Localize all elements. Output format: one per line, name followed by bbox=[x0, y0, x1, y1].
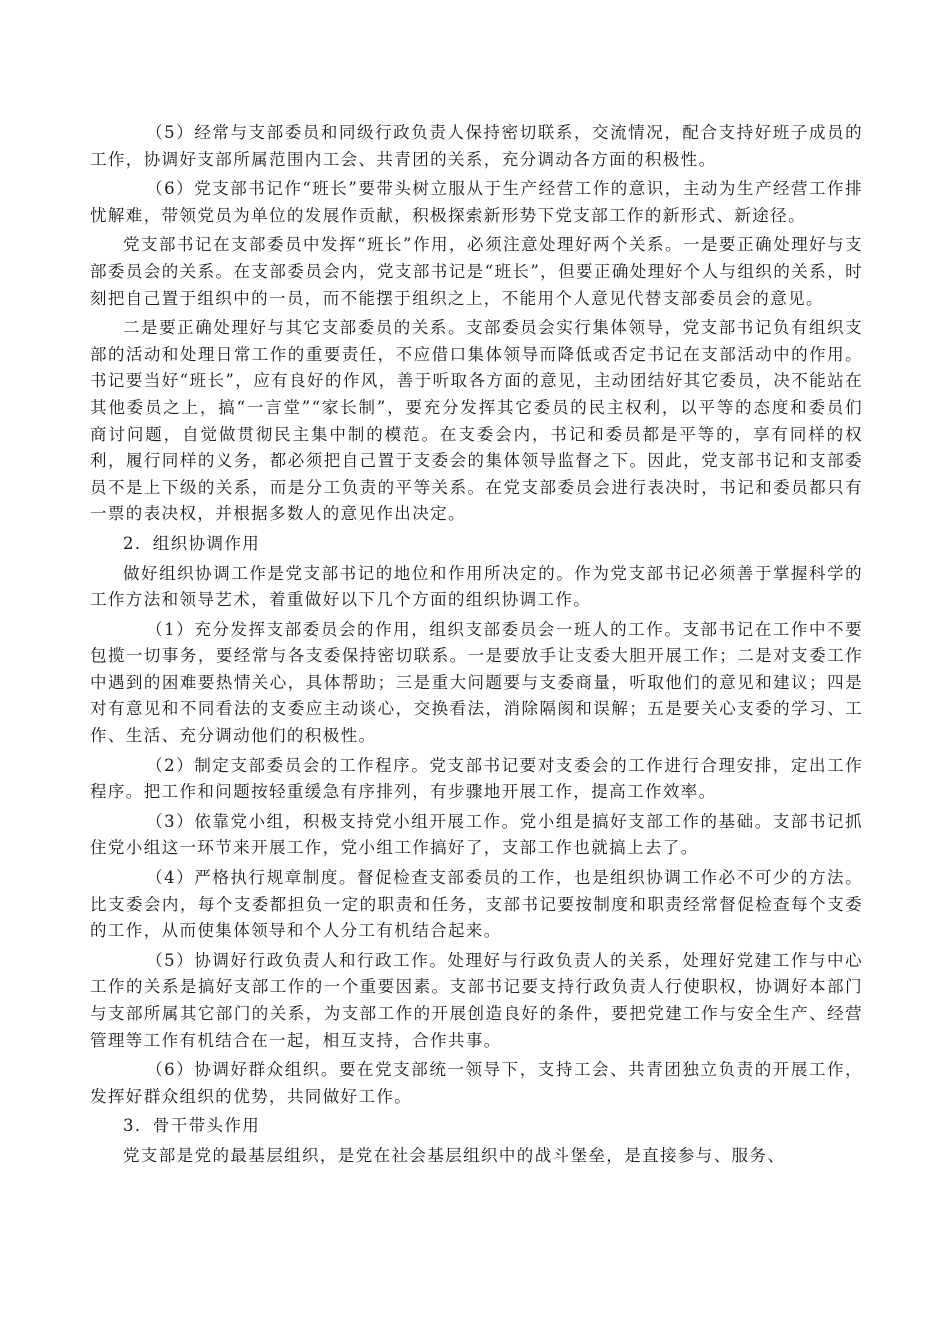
paragraph-other-members: 二是要正确处理好与其它支部委员的关系。支部委员会实行集体领导，党支部书记负有组织支部的活动和处理日常工作的重要责任，不应借口集体领导而降低或否定书记在支部活动中的作用。书记要当好“班长”，应有良好的作风，善于听取各方面的意见，主动团结好其它委员，决不能站在其他委员之上，搞“一言堂”“家长制”，要充分发挥其它委员的民主权利，以平等的态度和委员们商讨问题，自觉做贯彻民主集中制的模范。在支委会内，书记和委员都是平等的，享有同样的权利，履行同样的义务，都必须把自己置于支委会的集体领导监督之下。因此，党支部书记和支部委员不是上下级的关系，而是分工负责的平等关系。在党支部委员会进行表决时，书记和委员都只有一票的表决权，并根据多数人的意见作出决定。 bbox=[90, 318, 863, 524]
section-heading-coordination: 2．组织协调作用 bbox=[123, 533, 261, 553]
section-heading-backbone: 3．骨干带头作用 bbox=[123, 1116, 261, 1136]
paragraph-item-3-party-group: （3）依靠党小组，积极支持党小组开展工作。党小组是搞好支部工作的基础。支部书记抓住党小组这一环节来开展工作，党小组工作搞好了，支部工作也就搞上去了。 bbox=[90, 811, 863, 858]
paragraph-item-1-committee: （1）充分发挥支部委员会的作用，组织支部委员会一班人的工作。支部书记在工作中不要包揽一切事务，要经常与各支委保持密切联系。一是要放手让支委大胆开展工作；二是对支委工作中遇到的困难要热情关心，具体帮助；三是重大问题要与支委商量，听取他们的意见和建议；四是对有意见和不同看法的支委应主动谈心，交换看法，消除隔阂和误解；五是要关心支委的学习、工作、生活、充分调动他们的积极性。 bbox=[90, 619, 863, 746]
paragraph-backbone-intro: 党支部是党的最基层组织，是党在社会基层组织中的战斗堡垒，是直接参与、服务、 bbox=[123, 1145, 786, 1165]
paragraph-item-2-procedure: （2）制定支部委员会的工作程序。党支部书记要对支委会的工作进行合理安排，定出工作程序。把工作和问题按轻重缓急有序排列，有步骤地开展工作，提高工作效率。 bbox=[90, 755, 863, 802]
paragraph-coordination-intro: 做好组织协调工作是党支部书记的地位和作用所决定的。作为党支部书记必须善于掌握科学的工作方法和领导艺术，着重做好以下几个方面的组织协调工作。 bbox=[90, 563, 863, 610]
paragraph-item-5-liaison: （5）经常与支部委员和同级行政负责人保持密切联系，交流情况，配合支持好班子成员的工作，协调好支部所属范围内工会、共青团的关系，充分调动各方面的积极性。 bbox=[90, 123, 863, 169]
paragraph-item-6-squad-leader: （6）党支部书记作“班长”要带头树立服从于生产经营工作的意识，主动为生产经营工作排忧解难，带领党员为单位的发展作贡献，积极探索新形势下党支部工作的新形式、新途径。 bbox=[90, 179, 863, 225]
paragraph-item-6-mass-organizations: （6）协调好群众组织。要在党支部统一领导下，支持工会、共青团独立负责的开展工作，发挥好群众组织的优势，共同做好工作。 bbox=[90, 1060, 863, 1106]
paragraph-item-4-rules: （4）严格执行规章制度。督促检查支部委员的工作，也是组织协调工作必不可少的方法。比支委会内，每个支委都担负一定的职责和任务，支部书记要按制度和职责经常督促检查每个支委的工作，从而使集体领导和个人分工有机结合起来。 bbox=[90, 868, 863, 941]
paragraph-two-relations: 党支部书记在支部委员中发挥“班长”作用，必须注意处理好两个关系。一是要正确处理好与支部委员会的关系。在支部委员会内，党支部书记是“班长”，但要正确处理好个人与组织的关系，时刻把自己置于组织中的一员，而不能摆于组织之上，不能用个人意见代替支部委员会的意见。 bbox=[90, 235, 863, 308]
paragraph-item-5-administration: （5）协调好行政负责人和行政工作。处理好与行政负责人的关系，处理好党建工作与中心工作的关系是搞好支部工作的一个重要因素。支部书记要支持行政负责人行使职权，协调好本部门与支部所属其它部门的关系，为支部工作的开展创造良好的条件，要把党建工作与安全生产、经营管理等工作有机结合在一起，相互支持，合作共事。 bbox=[90, 950, 863, 1050]
